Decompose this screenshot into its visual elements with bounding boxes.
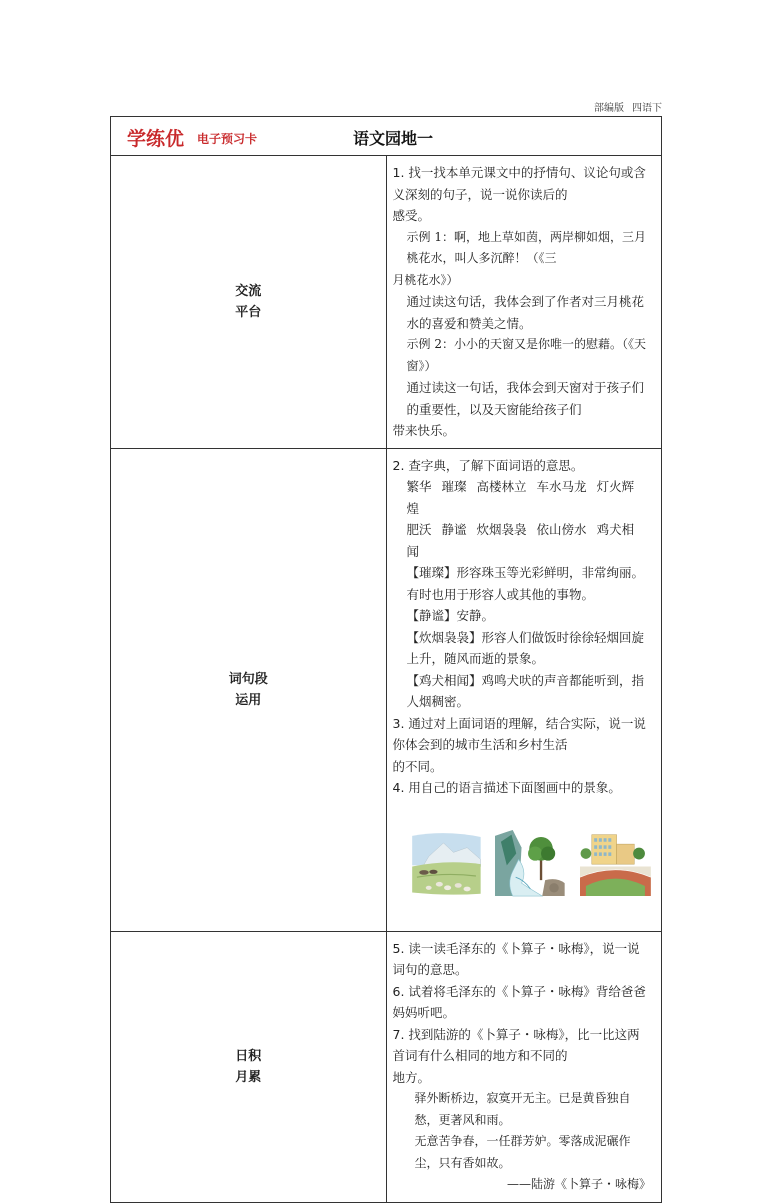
- definition-3: 【炊烟袅袅】形容人们做饭时徐徐轻烟回旋上升，随风而逝的景象。: [406, 629, 645, 666]
- section-content-exchange: [386, 156, 662, 449]
- section-daily: [111, 931, 662, 1202]
- example-2-comment-line2: 带来快乐。: [392, 423, 456, 438]
- example-1-line1: 示例 1：啊，地上草如茵，两岸柳如烟，三月桃花水，叫人多沉醉！（《三: [406, 229, 646, 265]
- word: 灯火辉煌: [406, 479, 635, 516]
- section-content-words: [386, 448, 662, 931]
- question-1-line2: 感受。: [392, 208, 431, 223]
- brand-subtitle: 电子预习卡: [197, 132, 258, 146]
- example-1-line2: 月桃花水》）: [392, 272, 459, 287]
- question-3-line2: 的不同。: [392, 758, 443, 774]
- word: 静谧: [441, 522, 467, 537]
- example-2: 示例 2：小小的天窗又是你唯一的慰藉。（《天窗》）: [406, 337, 646, 373]
- question-5: 5. 读一读毛泽东的《卜算子・咏梅》，说一说词句的意思。: [392, 940, 640, 977]
- word: 车水马龙: [536, 479, 587, 494]
- question-7-line2: 地方。: [392, 1069, 431, 1085]
- question-6: 6. 试着将毛泽东的《卜算子・咏梅》背给爸爸妈妈听吧。: [392, 983, 646, 1020]
- question-7-line1: 7. 找到陆游的《卜算子・咏梅》，比一比这两首词有什么相同的地方和不同的: [392, 1026, 640, 1063]
- question-2: 2. 查字典，了解下面词语的意思。: [392, 457, 584, 473]
- word: 鸡犬相闻: [406, 522, 635, 559]
- word-row-2: [393, 519, 652, 562]
- preview-card: [110, 116, 662, 1203]
- section-label-daily: 日积 月累: [111, 931, 387, 1202]
- question-3-line1: 3. 通过对上面词语的理解，结合实际，说一说你体会到的城市生活和乡村生活: [392, 715, 646, 752]
- poem-line-2: 无意苦争春，一任群芳妒。零落成泥碾作尘，只有香如故。: [414, 1134, 631, 1170]
- question-4: 4. 用自己的语言描述下面图画中的景象。: [392, 780, 621, 795]
- word: 繁华: [406, 479, 432, 494]
- word-row-1: [393, 476, 652, 519]
- word: 依山傍水: [536, 522, 587, 537]
- school-illustration: [580, 807, 651, 919]
- poem-line-1: 驿外断桥边，寂寞开无主。已是黄昏独自愁，更著风和雨。: [414, 1091, 631, 1127]
- illustration-row: [411, 807, 652, 919]
- pasture-illustration: [411, 807, 482, 919]
- word: 肥沃: [406, 522, 432, 537]
- poem-source: ——陆游《卜算子・咏梅》: [506, 1177, 651, 1191]
- definition-2: 【静谧】安静。: [406, 608, 495, 623]
- section-label-exchange: 交流 平台: [111, 156, 387, 449]
- word: 璀璨: [441, 479, 467, 494]
- definition-4: 【鸡犬相闻】鸡鸣犬吠的声音都能听到，指人烟稠密。: [406, 672, 645, 709]
- example-2-comment-line1: 通过读这一句话，我体会到天窗对于孩子们的重要性，以及天窗能给孩子们: [406, 380, 645, 417]
- word: 炊烟袅袅: [476, 522, 527, 537]
- mountain-stream-illustration: [495, 807, 566, 919]
- publisher: 部编版: [594, 103, 624, 114]
- question-1-line1: 1. 找一找本单元课文中的抒情句、议论句或含义深刻的句子，说一说你读后的: [392, 165, 646, 202]
- section-label-words: 词句段 运用: [111, 448, 387, 931]
- edition-label: [594, 99, 662, 114]
- card-header: [111, 117, 662, 156]
- definition-1: 【璀璨】形容珠玉等光彩鲜明，非常绚丽。有时也用于形容人或其他的事物。: [406, 565, 645, 602]
- section-words: [111, 448, 662, 931]
- section-exchange: [111, 156, 662, 449]
- word: 高楼林立: [476, 479, 527, 494]
- grade: 四语下: [632, 103, 662, 114]
- page-title: 语文园地一: [353, 129, 434, 148]
- section-content-daily: [386, 931, 662, 1202]
- example-1-comment: 通过读这句话，我体会到了作者对三月桃花水的喜爱和赞美之情。: [406, 294, 645, 331]
- brand-logo: 学练优: [127, 128, 185, 150]
